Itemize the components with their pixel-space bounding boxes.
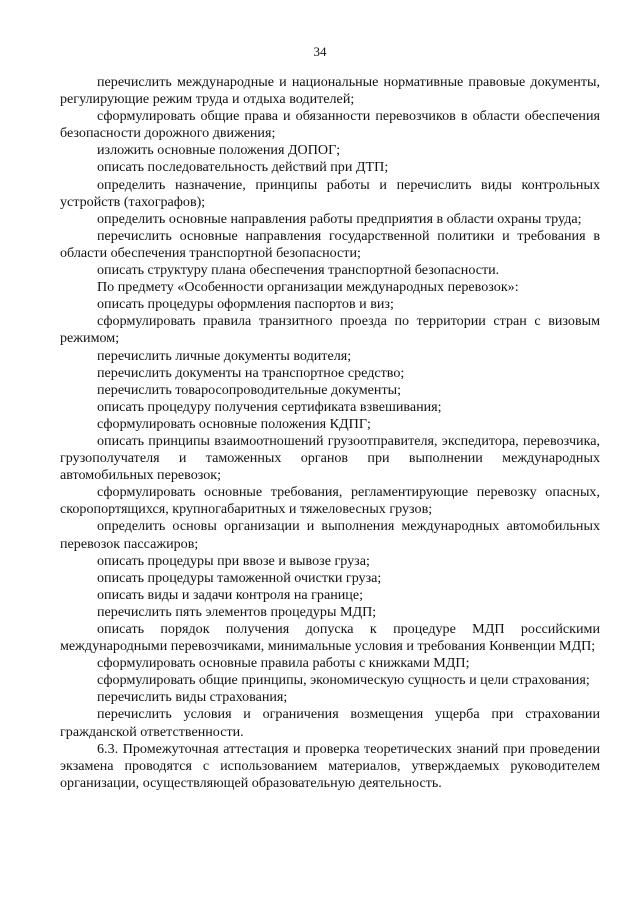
- paragraph: определить основы организации и выполнения международных автомобильных перевозок пассажиров;: [60, 518, 600, 552]
- page-number: 34: [313, 44, 327, 59]
- paragraph: описать структуру плана обеспечения транспортной безопасности.: [97, 262, 500, 279]
- paragraph: описать процедуры оформления паспортов и виз;: [97, 296, 394, 313]
- paragraph: перечислить товаросопроводительные документы;: [97, 381, 402, 398]
- paragraph: сформулировать основные положения КДПГ;: [97, 415, 371, 432]
- paragraph: сформулировать основные правила работы с книжками МДП;: [97, 655, 470, 672]
- paragraph: описать процедуры таможенной очистки груза;: [97, 569, 382, 586]
- paragraph: перечислить пять элементов процедуры МДП;: [97, 603, 377, 620]
- paragraph: перечислить личные документы водителя;: [97, 347, 352, 364]
- paragraph: сформулировать общие права и обязанности перевозчиков в области обеспечения безопасности дорожного движения;: [60, 108, 600, 142]
- paragraph: сформулировать общие принципы, экономическую сущность и цели страхования;: [97, 672, 590, 689]
- paragraph: перечислить документы на транспортное средство;: [97, 364, 405, 381]
- paragraph: перечислить основные направления государственной политики и требования в области обеспечения транспортной безопасности;: [60, 227, 600, 261]
- paragraph: определить основные направления работы предприятия в области охраны труда;: [97, 210, 582, 227]
- document-body: [60, 74, 600, 792]
- paragraph: перечислить виды страхования;: [97, 689, 288, 706]
- paragraph: сформулировать правила транзитного проезда по территории стран с визовым режимом;: [60, 313, 600, 347]
- paragraph: перечислить условия и ограничения возмещения ущерба при страховании гражданской ответственности.: [60, 706, 600, 740]
- paragraph: описать принципы взаимоотношений грузоотправителя, экспедитора, перевозчика, грузополучателя и таможенных органов при выполнении международных автомобильных перевозок;: [60, 432, 600, 484]
- paragraph: описать виды и задачи контроля на границе;: [97, 586, 364, 603]
- section-heading: По предмету «Особенности организации международных перевозок»:: [97, 279, 519, 296]
- paragraph: описать порядок получения допуска к процедуре МДП российскими международными перевозчиками, минимальные условия и требования Конвенции МДП;: [60, 621, 600, 655]
- section-paragraph: 6.3. Промежуточная аттестация и проверка теоретических знаний при проведении экзамена проводятся с использованием материалов, утверждаемых руководителем организации, осуществляющей образовательную деятельность.: [60, 740, 600, 791]
- paragraph: определить назначение, принципы работы и перечислить виды контрольных устройств (тахографов);: [60, 176, 600, 210]
- paragraph: описать процедуры при ввозе и вывозе груза;: [97, 552, 370, 569]
- paragraph: описать процедуру получения сертификата взвешивания;: [97, 398, 442, 415]
- paragraph: перечислить международные и национальные нормативные правовые документы, регулирующие режим труда и отдыха водителей;: [60, 74, 600, 108]
- paragraph: изложить основные положения ДОПОГ;: [97, 142, 341, 159]
- paragraph: сформулировать основные требования, регламентирующие перевозку опасных, скоропортящихся, крупногабаритных и тяжеловесных грузов;: [60, 484, 600, 518]
- paragraph: описать последовательность действий при ДТП;: [97, 159, 389, 176]
